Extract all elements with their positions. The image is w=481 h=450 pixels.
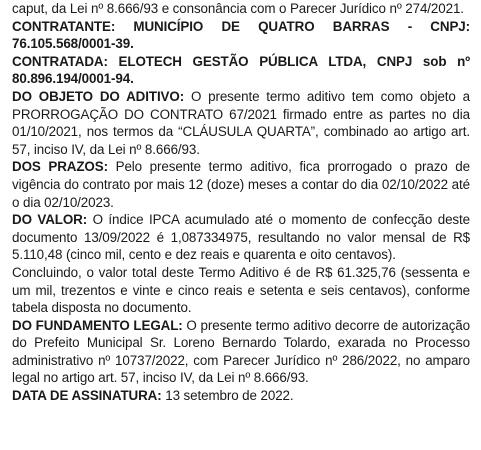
valor-text: O índice IPCA acumulado até o momento de confecção deste documento 13/09/2022 é 1,087334975, resultando no valor mensal de R$ 5.110,48 (cinco mil, cento e dez reais e quarenta e oito centavos). (12, 212, 470, 263)
valor-heading: DO VALOR: (12, 212, 88, 228)
objeto-heading: DO OBJETO DO ADITIVO: (12, 88, 185, 104)
fundamento-paragraph (12, 317, 470, 387)
contratada-text: CONTRATADA: ELOTECH GESTÃO PÚBLICA LTDA, CNPJ sob nº 80.896.194/0001-94. (12, 53, 470, 87)
assinatura-text: 13 setembro de 2022. (161, 388, 294, 404)
fundamento-heading: DO FUNDAMENTO LEGAL: (12, 317, 183, 333)
contratante-text: CONTRATANTE: MUNICÍPIO DE QUATRO BARRAS - CNPJ: 76.105.568/0001-39. (12, 18, 470, 52)
intro-paragraph (12, 0, 470, 18)
intro-text: caput, da Lei nº 8.666/93 e consonância com o Parecer Jurídico nº 274/2021. (12, 1, 464, 16)
assinatura-heading: DATA DE ASSINATURA: (12, 388, 162, 404)
prazos-paragraph (12, 158, 470, 211)
contratada-paragraph (12, 53, 470, 88)
prazos-text: Pelo presente termo aditivo, fica prorrogado o prazo de vigência do contrato por mais 12 (doze) meses a contar do dia 02/10/2022 até o dia 02/10/2023. (12, 159, 470, 210)
objeto-text: O presente termo aditivo tem como objeto a PRORROGAÇÃO DO CONTRATO 67/2021 firmado entre as partes no dia 01/10/2021, nos termos da “CLÁUSULA QUARTA”, combinado ao artigo art. 57, inciso IV, da Lei nº 8.666/93. (12, 88, 470, 157)
valor-conclusion-text: Concluindo, o valor total deste Termo Aditivo é de R$ 61.325,76 (sessenta e um mil, trezentos e vinte e cinco reais e setenta e seis centavos), conforme tabela disposta no documento. (12, 264, 470, 316)
prazos-heading: DOS PRAZOS: (12, 159, 108, 175)
valor-conclusion-paragraph (12, 264, 470, 317)
objeto-paragraph (12, 88, 470, 158)
fundamento-text: O presente termo aditivo decorre de autorização do Prefeito Municipal Sr. Loreno Bernardo Tolardo, exarada no Processo administrativo nº 10737/2022, com Parecer Jurídico nº 286/2022, no amparo legal no artigo art. 57, inciso IV, da Lei nº 8.666/93. (12, 317, 470, 386)
assinatura-paragraph (12, 387, 470, 405)
contratante-paragraph (12, 18, 470, 53)
valor-paragraph (12, 211, 470, 264)
